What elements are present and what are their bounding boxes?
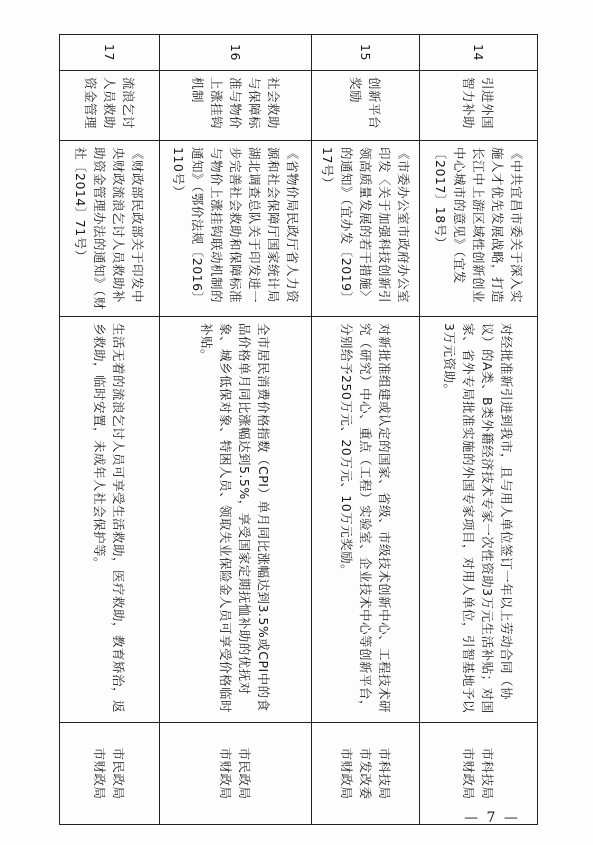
table-row <box>60 35 160 825</box>
dept-name: 市发改委 <box>358 747 373 800</box>
policy-basis: 《市委办公室市政府办公室印发〈关于加强科技创新引领高质量发展的若干措施〉的通知》（宜办发〔2019〕17号） <box>312 141 420 317</box>
dept-name: 市科技局 <box>480 747 496 800</box>
item-name: 创新平台奖励 <box>312 71 420 141</box>
page-number: — 7 — <box>464 810 520 826</box>
row-number: 17 <box>60 35 160 71</box>
responsible-dept <box>60 723 160 825</box>
item-name: 流浪乞讨人员救助资金管理 <box>60 71 160 141</box>
item-name: 社会救助与保障标准与物价上涨挂钩机制 <box>160 71 312 141</box>
policy-basis: 《省物价局民政厅省人力资源和社会保障厅国家统计局湖北调查总队关于印发进一步完善社会救助和保障标准与物价上涨挂钩联动机制的通知》（鄂价法规〔2016〕110号） <box>160 141 312 317</box>
policy-basis: 《中共宜昌市委关于深入实施人才优先发展战略，打造长江中上游区域性创新创业中心城市的意见》（宜发〔2017〕18号） <box>420 141 538 317</box>
policy-table <box>59 34 538 825</box>
dept-name: 市科技局 <box>377 747 392 800</box>
policy-content: 全市居民消费价格指数（CPI）单月同比涨幅达到3.5%或CPI中的食品价格单月同比涨幅达到5.5%，享受国家定期抚恤补助的优抚对象、城乡低保对象、特困人员、领取失业保险金人员可享受价格临时补贴。 <box>160 317 312 723</box>
row-number: 16 <box>160 35 312 71</box>
policy-content: 生活无着的流浪乞讨人员可享受生活救助，医疗救助，教育矫治，返乡救助，临时安置，未成年人社会保护等。 <box>60 317 160 723</box>
policy-content: 对新批准组建或认定的国家、省级、市级技术创新中心、工程技术研究（研究）中心、重点（工程）实验室、企业技术中心等创新平台，分别给予250万元、20万元、10万元奖励。 <box>312 317 420 723</box>
dept-name: 市财政局 <box>461 747 477 800</box>
dept-name: 市财政局 <box>218 747 234 800</box>
responsible-dept <box>160 723 312 825</box>
dept-name: 市民政局 <box>111 747 127 800</box>
dept-name: 市财政局 <box>92 747 108 800</box>
responsible-dept <box>312 723 420 825</box>
table-row <box>312 35 420 825</box>
row-number: 15 <box>312 35 420 71</box>
item-name: 引进外国智力补助 <box>420 71 538 141</box>
dept-name: 市财政局 <box>339 747 354 800</box>
policy-content: 对经批准新引进到我市，且与用人单位签订一年以上劳动合同（协议）的A类、B类外籍经济技术专家一次性资助3万元生活补贴；对国家、省外专局批准实施的外国专家项目，对用人单位，引智基地予以3万元资助。 <box>420 317 538 723</box>
row-number: 14 <box>420 35 538 71</box>
rotated-table-wrapper <box>73 34 538 824</box>
policy-basis: 《财政部民政部关于印发中央财政流浪乞讨人员救助补助资金管理办法的通知》（财社〔2014〕71号） <box>60 141 160 317</box>
table-row <box>420 35 538 825</box>
dept-name: 市民政局 <box>237 747 253 800</box>
table-row <box>160 35 312 825</box>
